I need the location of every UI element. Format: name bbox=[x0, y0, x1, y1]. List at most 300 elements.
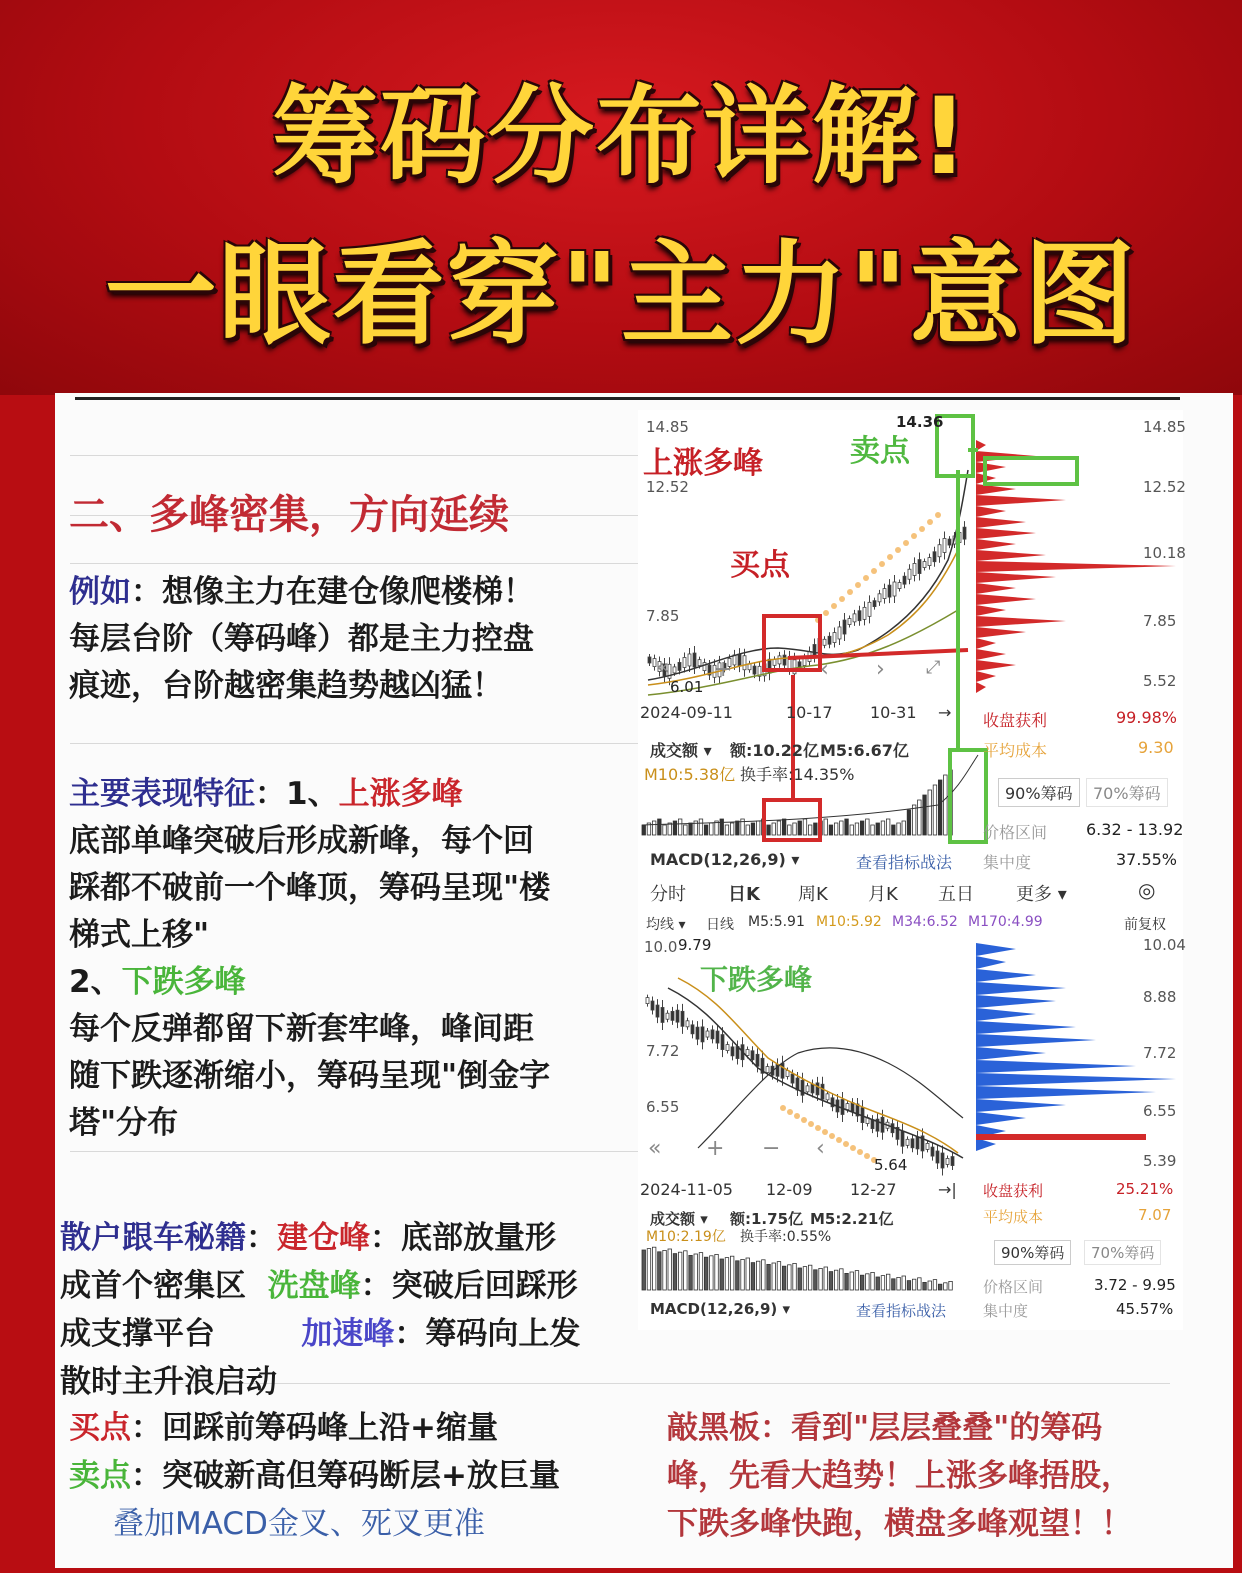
volume-bar bbox=[808, 1265, 812, 1290]
volume-bar bbox=[652, 1247, 656, 1290]
volume-bar bbox=[689, 1255, 693, 1290]
highlight-dot bbox=[780, 1105, 786, 1111]
panel-value: 37.55% bbox=[1116, 850, 1178, 869]
highlight-dot bbox=[843, 1141, 849, 1147]
tips-desc1: ：底部放量形 bbox=[370, 1220, 556, 1256]
highlight-dot bbox=[855, 582, 861, 588]
volume-bar bbox=[777, 1262, 781, 1290]
candle bbox=[858, 611, 861, 621]
chart-uptrend-panel bbox=[638, 410, 1186, 910]
volume-bar bbox=[834, 823, 838, 835]
volume-bar bbox=[902, 821, 906, 835]
top-divider bbox=[75, 397, 1180, 400]
volume-bar bbox=[720, 819, 724, 835]
volume-bar bbox=[907, 810, 911, 835]
blackboard-line3: 下跌多峰快跑，横盘多峰观望！！ bbox=[667, 1506, 1132, 1542]
chip-bar bbox=[976, 517, 1026, 528]
ma-m10: M10:5.92 bbox=[816, 914, 882, 930]
candle bbox=[691, 1025, 694, 1034]
volume-bar bbox=[860, 821, 864, 835]
candle bbox=[666, 1013, 669, 1019]
features-desc2-line3: 塔"分布 bbox=[69, 1105, 179, 1141]
candle bbox=[751, 1051, 754, 1060]
candle bbox=[938, 545, 941, 557]
tips-line3 bbox=[60, 1311, 580, 1358]
volume-bar bbox=[704, 1257, 708, 1290]
volume-selector[interactable]: 成交额 ▾ bbox=[650, 1210, 708, 1228]
buy-point-tag: 买点 bbox=[730, 548, 790, 583]
volume-bar bbox=[642, 1250, 646, 1290]
chip-bar bbox=[976, 1034, 1096, 1047]
volume-bar bbox=[736, 1261, 740, 1290]
features-item2: 下跌多峰 bbox=[121, 964, 246, 1000]
volume-bar bbox=[845, 819, 849, 835]
zoom-in-icon[interactable]: + bbox=[706, 1136, 725, 1161]
highlight-dot bbox=[823, 610, 829, 616]
candle bbox=[671, 1011, 674, 1020]
tips-desc3: ：筹码向上发 bbox=[394, 1316, 581, 1352]
volume-bar bbox=[912, 805, 916, 835]
candle bbox=[676, 1010, 679, 1022]
volume-bar bbox=[725, 1258, 729, 1290]
fullscreen-icon[interactable]: ⤢ bbox=[926, 657, 941, 678]
sell-chip-gap-box bbox=[983, 456, 1079, 486]
volume-bar bbox=[668, 1249, 672, 1290]
sell-point-text: ：突破新高但筹码断层+放巨量 bbox=[131, 1458, 560, 1494]
panel-key: 平均成本 bbox=[983, 741, 1048, 760]
volume-bar bbox=[762, 1260, 766, 1290]
date-label: 2024-09-11 bbox=[640, 703, 733, 722]
date-label: 10-17 bbox=[786, 703, 833, 722]
volume-bar bbox=[715, 1254, 719, 1290]
candle bbox=[756, 1054, 759, 1066]
indicator-link[interactable]: 查看指标战法 bbox=[856, 1302, 947, 1320]
highlight-dot bbox=[935, 512, 941, 518]
candle bbox=[926, 1143, 929, 1149]
panel-value: 6.32 - 13.92 bbox=[1086, 820, 1184, 839]
panel-value: 3.72 - 9.95 bbox=[1094, 1276, 1176, 1294]
chip-bar bbox=[976, 1021, 1076, 1034]
nav-first-icon[interactable]: « bbox=[648, 1136, 662, 1161]
highlight-dot bbox=[808, 1121, 814, 1127]
prev-icon[interactable]: ‹ bbox=[820, 657, 829, 682]
chip-bar bbox=[976, 539, 1016, 550]
volume-bar bbox=[751, 823, 755, 835]
volume-bar bbox=[668, 823, 672, 835]
candle bbox=[838, 627, 841, 639]
chip-tab-90[interactable]: 90%筹码 bbox=[994, 1240, 1071, 1265]
volume-m5: M5:2.21亿 bbox=[810, 1210, 894, 1228]
panel-value: 9.30 bbox=[1138, 738, 1174, 757]
features-heading bbox=[69, 771, 463, 818]
turnover: 换手率:0.55% bbox=[740, 1229, 832, 1245]
volume-bar bbox=[730, 823, 734, 835]
ma-m5: M5:5.91 bbox=[748, 914, 805, 930]
chip-bar bbox=[976, 649, 1006, 660]
tick-right: 6.55 bbox=[1143, 1102, 1177, 1120]
tick-left: 6.55 bbox=[646, 1098, 680, 1116]
chip-bar bbox=[976, 638, 996, 649]
chip-bar bbox=[976, 660, 1016, 671]
features-desc1-line2: 踩都不破前一个峰顶，筹码呈现"楼 bbox=[69, 870, 551, 906]
tab-period[interactable]: 日K bbox=[728, 884, 760, 905]
volume-bar bbox=[782, 1266, 786, 1290]
chip-bar bbox=[976, 528, 1036, 539]
candle bbox=[738, 654, 741, 666]
chip-bar bbox=[976, 572, 1056, 583]
volume-amount: 额:10.22亿 bbox=[730, 741, 820, 760]
volume-bar bbox=[689, 823, 693, 835]
buy-point-box bbox=[762, 614, 822, 672]
features-desc1-line1: 底部单峰突破后形成新峰，每个回 bbox=[69, 823, 534, 859]
candle bbox=[936, 1151, 939, 1163]
chip-bar bbox=[976, 1008, 1036, 1021]
volume-bar bbox=[897, 823, 901, 835]
volume-bar bbox=[746, 1258, 750, 1290]
volume-bar bbox=[871, 825, 875, 835]
candle bbox=[698, 660, 701, 666]
volume-m5: M5:6.67亿 bbox=[820, 741, 909, 760]
ruled-line bbox=[70, 1151, 640, 1152]
chip-bar bbox=[976, 1047, 1046, 1060]
volume-bar bbox=[746, 825, 750, 835]
chip-bar bbox=[976, 561, 1176, 572]
tick-right: 12.52 bbox=[1143, 478, 1186, 496]
ma-m170: M170:4.99 bbox=[968, 914, 1043, 930]
volume-m10: M10:5.38亿 bbox=[644, 765, 736, 784]
chip-bar bbox=[976, 506, 1006, 517]
candle bbox=[681, 1011, 684, 1026]
highlight-dot bbox=[911, 533, 917, 539]
highlight-dot bbox=[857, 1149, 863, 1155]
volume-bar bbox=[824, 819, 828, 835]
ma-m34: M34:6.52 bbox=[892, 914, 958, 930]
highlight-dot bbox=[794, 1113, 800, 1119]
volume-bar bbox=[866, 1274, 870, 1290]
panel-key: 收盘获利 bbox=[983, 711, 1048, 730]
highlight-dot bbox=[847, 589, 853, 595]
low-price-mark: 5.64 bbox=[874, 1156, 908, 1174]
candle bbox=[688, 654, 691, 666]
blackboard-line1: 敲黑板：看到"层层叠叠"的筹码 bbox=[667, 1410, 1103, 1446]
date-label: 12-27 bbox=[850, 1180, 897, 1199]
candle bbox=[726, 1045, 729, 1051]
candle bbox=[913, 563, 916, 575]
volume-bar bbox=[850, 825, 854, 835]
candle bbox=[911, 1139, 914, 1148]
sell-volume-box bbox=[948, 748, 988, 844]
candle bbox=[893, 582, 896, 596]
chip-bar bbox=[976, 627, 1026, 638]
highlight-dot bbox=[895, 547, 901, 553]
downtrend-volume-bars bbox=[642, 1247, 952, 1290]
highlight-dot bbox=[801, 1117, 807, 1123]
highlight-dot bbox=[863, 575, 869, 581]
panel-key: 平均成本 bbox=[983, 1208, 1044, 1226]
high-price-mark: 9.79 bbox=[678, 936, 712, 954]
ruled-line bbox=[70, 563, 640, 564]
volume-bar bbox=[866, 819, 870, 835]
candle bbox=[923, 562, 926, 568]
volume-bar bbox=[704, 825, 708, 835]
volume-bar bbox=[673, 821, 677, 835]
settings-icon[interactable]: ◎ bbox=[1138, 878, 1156, 902]
low-price-mark: 6.01 bbox=[670, 678, 704, 696]
volume-bar bbox=[933, 785, 937, 835]
volume-bar bbox=[756, 821, 760, 835]
tips-key1: 建仓峰 bbox=[277, 1220, 370, 1256]
tick-left: 7.72 bbox=[646, 1042, 680, 1060]
tick-right: 8.88 bbox=[1143, 988, 1177, 1006]
sell-point-line bbox=[69, 1453, 560, 1500]
ruled-line bbox=[70, 743, 640, 744]
buy-point-label: 买点 bbox=[69, 1410, 131, 1446]
page-title: 筹码分布详解! bbox=[271, 75, 971, 198]
macd-selector[interactable]: MACD(12,26,9) ▾ bbox=[650, 1300, 791, 1318]
tips-key3: 加速峰 bbox=[301, 1316, 395, 1352]
candle bbox=[908, 569, 911, 579]
panel-key: 价格区间 bbox=[983, 1278, 1044, 1296]
tab-period[interactable]: 更多 ▾ bbox=[1016, 884, 1067, 905]
candle bbox=[916, 1137, 919, 1149]
candle bbox=[868, 602, 871, 616]
tab-period[interactable]: 周K bbox=[798, 884, 828, 905]
candle bbox=[873, 601, 876, 607]
blackboard-line2: 峰，先看大趋势！上涨多峰捂股， bbox=[667, 1458, 1132, 1494]
volume-bar bbox=[829, 825, 833, 835]
end-arrow-icon[interactable]: → bbox=[938, 703, 952, 722]
candle bbox=[933, 552, 936, 562]
macd-tip: 叠加MACD金叉、死叉更准 bbox=[113, 1506, 485, 1542]
chip-tab-90[interactable]: 90%筹码 bbox=[998, 778, 1080, 807]
volume-bar bbox=[798, 1268, 802, 1290]
volume-bar bbox=[918, 1278, 922, 1290]
candle bbox=[928, 558, 931, 566]
candle bbox=[716, 1031, 719, 1043]
chip-bar bbox=[976, 982, 1066, 995]
volume-bar bbox=[658, 819, 662, 835]
chip-bar bbox=[976, 583, 1016, 594]
volume-bar bbox=[788, 1265, 792, 1290]
candle bbox=[826, 1094, 829, 1100]
volume-bar bbox=[840, 821, 844, 835]
volume-bar bbox=[907, 1281, 911, 1290]
section-title: 二、多峰密集，方向延续 bbox=[69, 492, 509, 538]
candle bbox=[753, 666, 756, 674]
chip-bar bbox=[976, 943, 1016, 956]
volume-bar bbox=[699, 819, 703, 835]
end-arrow-icon[interactable]: →| bbox=[938, 1180, 957, 1199]
features-desc2-line1: 每个反弹都留下新套牢峰，峰间距 bbox=[69, 1011, 534, 1047]
volume-bar bbox=[684, 1251, 688, 1290]
tick-right: 5.52 bbox=[1143, 672, 1177, 690]
header-banner bbox=[0, 0, 1242, 395]
volume-bar bbox=[793, 1263, 797, 1290]
prev-icon[interactable]: ‹ bbox=[816, 1136, 825, 1161]
volume-bar bbox=[663, 1250, 667, 1290]
candle bbox=[833, 633, 836, 643]
volume-bar bbox=[642, 825, 646, 835]
volume-bar bbox=[923, 795, 927, 835]
next-icon[interactable]: › bbox=[876, 657, 885, 682]
tab-period[interactable]: 分时 bbox=[650, 884, 686, 905]
volume-bar bbox=[741, 1259, 745, 1290]
volume-bar bbox=[845, 1273, 849, 1290]
turnover: 换手率:14.35% bbox=[740, 765, 855, 784]
panel-value: 99.98% bbox=[1116, 708, 1178, 727]
volume-bar bbox=[658, 1252, 662, 1290]
features-item1: 上涨多峰 bbox=[338, 776, 463, 812]
candle bbox=[746, 1050, 749, 1056]
candle bbox=[731, 1047, 734, 1056]
candle bbox=[906, 1139, 909, 1145]
indicator-link[interactable]: 查看指标战法 bbox=[856, 853, 953, 872]
volume-bar bbox=[938, 1284, 942, 1290]
candle bbox=[743, 656, 746, 670]
candle bbox=[948, 539, 951, 545]
candle bbox=[881, 1117, 884, 1132]
volume-selector[interactable]: 成交额 ▾ bbox=[650, 741, 712, 760]
candle bbox=[678, 662, 681, 670]
tips-line2 bbox=[60, 1263, 578, 1310]
features-num2: 2、 bbox=[69, 964, 122, 1000]
ma-daily: 日线 bbox=[706, 917, 734, 933]
tick-left: 10.0 bbox=[644, 938, 678, 956]
volume-bar bbox=[918, 800, 922, 835]
tips-line1 bbox=[60, 1215, 556, 1262]
chart-downtrend-panel bbox=[638, 936, 1186, 1330]
candle bbox=[701, 1027, 704, 1042]
ma-selector[interactable]: 均线 ▾ bbox=[646, 917, 686, 933]
chip-bar bbox=[976, 495, 1066, 506]
example-line3: 痕迹，台阶越密集趋势越凶猛！ bbox=[69, 668, 503, 704]
panel-value: 45.57% bbox=[1116, 1300, 1174, 1318]
tick-right: 7.85 bbox=[1143, 612, 1177, 630]
tips-line3-text: 成支撑平台 bbox=[60, 1316, 215, 1352]
candle bbox=[721, 1035, 724, 1050]
volume-bar bbox=[840, 1269, 844, 1290]
candle bbox=[863, 607, 866, 619]
candle bbox=[703, 663, 706, 671]
tab-period[interactable]: 月K bbox=[868, 884, 898, 905]
volume-bar bbox=[725, 825, 729, 835]
features-desc1-line3: 梯式上移" bbox=[69, 917, 210, 953]
chip-bar bbox=[976, 594, 1036, 605]
candle bbox=[686, 1021, 689, 1027]
volume-bar bbox=[684, 825, 688, 835]
chip-bar bbox=[976, 671, 996, 682]
candle bbox=[901, 1131, 904, 1146]
chip-bar bbox=[976, 1073, 1176, 1086]
macd-selector[interactable]: MACD(12,26,9) ▾ bbox=[650, 850, 800, 869]
volume-bar bbox=[803, 1267, 807, 1290]
candle bbox=[791, 1074, 794, 1083]
date-label: 10-31 bbox=[870, 703, 917, 722]
candle bbox=[871, 1120, 874, 1129]
candle bbox=[823, 639, 826, 645]
candle bbox=[903, 576, 906, 584]
volume-bar bbox=[881, 1276, 885, 1290]
volume-bar bbox=[912, 1279, 916, 1290]
tips-line2-text: 成首个密集区 bbox=[60, 1268, 246, 1304]
tick-right: 14.85 bbox=[1143, 418, 1186, 436]
highlight-dot bbox=[787, 1109, 793, 1115]
volume-bar bbox=[678, 1252, 682, 1290]
candle bbox=[918, 560, 921, 574]
tab-period[interactable]: 五日 bbox=[938, 884, 974, 905]
chip-tab-70[interactable]: 70%筹码 bbox=[1084, 1240, 1161, 1265]
candle bbox=[706, 1031, 709, 1037]
zoom-in-icon[interactable]: + bbox=[714, 657, 733, 682]
example-label: 例如 bbox=[69, 574, 131, 610]
volume-bar bbox=[736, 821, 740, 835]
features-num1: ：1、 bbox=[255, 776, 339, 812]
chip-bar bbox=[976, 605, 1006, 616]
highlight-dot bbox=[887, 554, 893, 560]
candle bbox=[883, 589, 886, 599]
date-label: 2024-11-05 bbox=[640, 1180, 733, 1199]
candle bbox=[888, 585, 891, 597]
volume-bar bbox=[944, 775, 948, 835]
highlight-dot bbox=[903, 540, 909, 546]
tick-right: 5.39 bbox=[1143, 1152, 1177, 1170]
zoom-out-icon[interactable]: − bbox=[762, 1136, 781, 1161]
candle bbox=[816, 1083, 819, 1095]
sell-point-label: 卖点 bbox=[69, 1458, 131, 1494]
downtrend-candles bbox=[646, 995, 954, 1176]
highlight-dot bbox=[822, 1129, 828, 1135]
volume-bar bbox=[881, 821, 885, 835]
volume-bar bbox=[855, 1271, 859, 1290]
volume-bar bbox=[938, 780, 942, 835]
volume-bar bbox=[694, 1254, 698, 1290]
candle bbox=[796, 1078, 799, 1090]
candle bbox=[673, 667, 676, 673]
volume-bar bbox=[850, 1272, 854, 1290]
highlight-dot bbox=[839, 596, 845, 602]
features-item2-line bbox=[69, 959, 246, 1006]
candle bbox=[661, 1007, 664, 1022]
tips-line4: 散时主升浪启动 bbox=[60, 1364, 277, 1400]
chip-bar bbox=[976, 616, 1066, 627]
nav-first-icon[interactable]: « bbox=[656, 655, 670, 680]
chip-bar bbox=[976, 1112, 1026, 1125]
chip-bar bbox=[976, 550, 1046, 561]
candle bbox=[946, 1158, 949, 1164]
panel-key: 收盘获利 bbox=[983, 1182, 1044, 1200]
chip-bar bbox=[976, 969, 1036, 982]
volume-bar bbox=[647, 1249, 651, 1290]
candle bbox=[898, 583, 901, 589]
candle bbox=[656, 1005, 659, 1017]
candle bbox=[853, 614, 856, 622]
candle bbox=[821, 1084, 824, 1099]
tick-right: 7.72 bbox=[1143, 1044, 1177, 1062]
volume-bar bbox=[814, 1270, 818, 1290]
chip-tab-70[interactable]: 70%筹码 bbox=[1086, 778, 1168, 807]
volume-bar bbox=[699, 1253, 703, 1290]
ma-adjust[interactable]: 前复权 bbox=[1124, 917, 1166, 933]
buy-point-text: ：回踩前筹码峰上沿+缩量 bbox=[131, 1410, 498, 1446]
tick-left: 14.85 bbox=[646, 418, 689, 436]
buy-volume-box bbox=[762, 798, 822, 842]
volume-bar bbox=[892, 825, 896, 835]
highlight-dot bbox=[927, 519, 933, 525]
candle bbox=[828, 636, 831, 644]
volume-bar bbox=[652, 821, 656, 835]
candle bbox=[848, 619, 851, 625]
highlight-dot bbox=[831, 603, 837, 609]
